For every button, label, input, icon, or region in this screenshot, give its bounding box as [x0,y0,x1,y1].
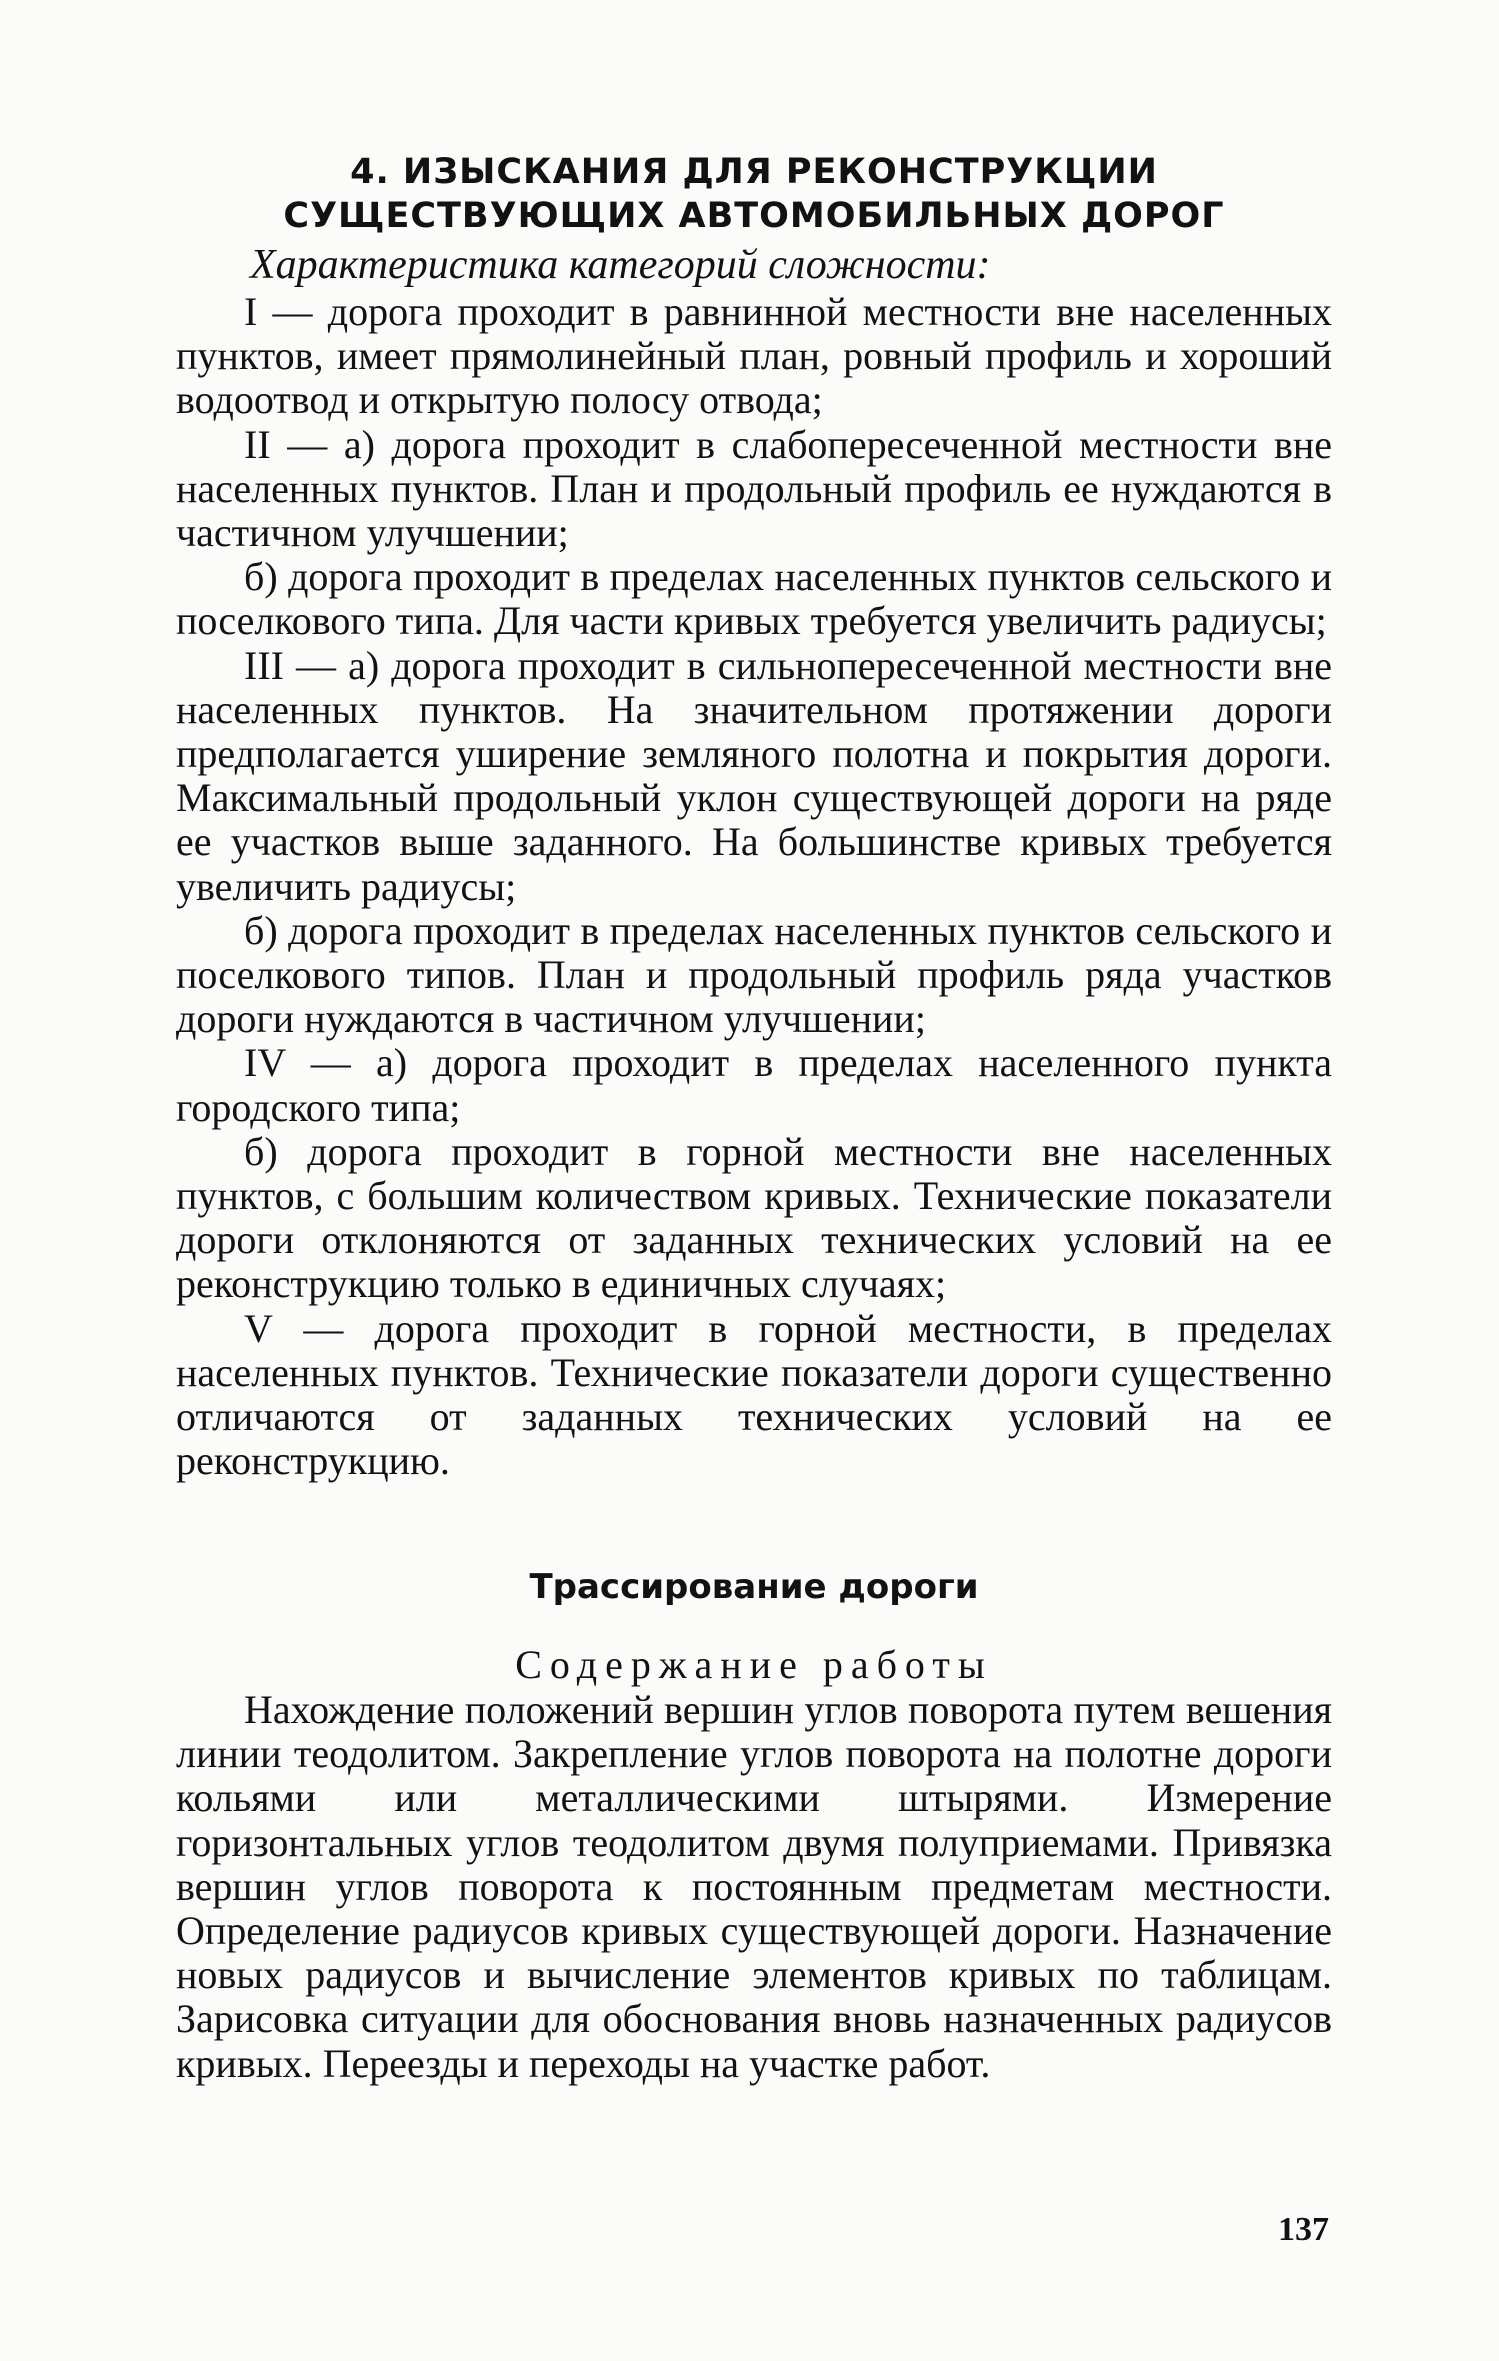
paragraph-work-content: Нахождение положений вершин углов поворота путем вешения линии теодолитом. Закрепление углов поворота на полотне дороги кольями или металлическими штырями. Измерение горизонтальных углов теодолитом двумя полуприемами. Привязка вершин углов поворота к постоянным предметам местности. Определение радиусов кривых существующей дороги. Назначение новых радиусов и вычисление элементов кривых по таблицам. Зарисовка ситуации для обоснования вновь назначенных радиусов кривых. Переезды и переходы на участке работ. [176,1687,1332,2086]
subsection-title: Содержание работы [515,1642,993,1687]
categories-text [176,290,1332,1483]
paragraph-category-4a: IV — а) дорога проходит в пределах населенного пункта городского типа; [176,1040,1332,1130]
paragraph-category-3a: III — а) дорога проходит в сильнопересеченной местности вне населенных пунктов. На значительном протяжении дороги предполагается уширение земляного полотна и покрытия дороги. Максимальный продольный уклон существующей дороги на ряде ее участков выше заданного. На большинстве кривых требуется увеличить радиусы; [176,642,1332,909]
paragraph-category-1: I — дорога проходит в равнинной местности вне населенных пунктов, имеет прямолинейный план, ровный профиль и хороший водоотвод и открытую полосу отвода; [176,289,1332,423]
paragraph-category-2b: б) дорога проходит в пределах населенных пунктов сельского и поселкового типа. Для части кривых требуется увеличить радиусы; [176,554,1332,644]
paragraph-category-4b: б) дорога проходит в горной местности вне населенных пунктов, с большим количеством кривых. Технические показатели дороги отклоняются от заданных технических условий на ее реконструкцию только в единичных случаях; [176,1128,1332,1307]
chapter-heading [176,150,1332,238]
paragraph-category-3b: б) дорога проходит в пределах населенных пунктов сельского и поселкового типов. План и продольный профиль ряда участков дороги нуждаются в частичном улучшении; [176,907,1332,1042]
categories-intro: Характеристика категорий сложности: [250,242,991,288]
paragraph-category-5: V — дорога проходит в горной местности, в пределах населенных пунктов. Технические показатели дороги существенно отличаются от заданных технических условий на ее реконструкцию. [176,1305,1332,1484]
section-title: Трассирование дороги [529,1567,979,1607]
chapter-heading-line-1: 4. ИЗЫСКАНИЯ ДЛЯ РЕКОНСТРУКЦИИ [350,152,1158,192]
work-content-text [176,1688,1332,2086]
page-number: 137 [1278,2211,1329,2248]
paragraph-category-2a: II — а) дорога проходит в слабопересеченной местности вне населенных пунктов. План и продольный профиль ее нуждаются в частичном улучшении; [176,421,1332,556]
chapter-heading-line-2: СУЩЕСТВУЮЩИХ АВТОМОБИЛЬНЫХ ДОРОГ [283,196,1225,236]
